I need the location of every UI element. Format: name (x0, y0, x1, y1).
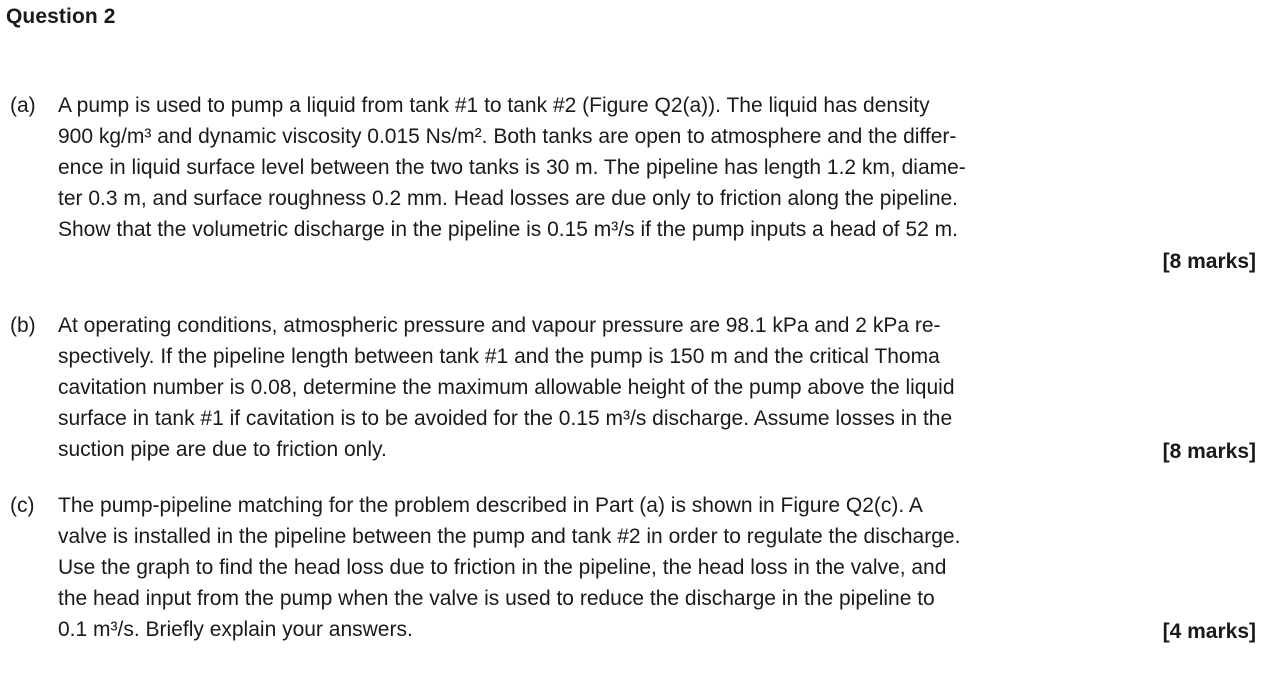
part-c-line-5: 0.1 m³/s. Briefly explain your answers. (58, 618, 413, 641)
question-heading: Question 2 (6, 5, 116, 28)
part-b-line-5: suction pipe are due to friction only. (58, 438, 387, 461)
part-b-line-4: surface in tank #1 if cavitation is to be avoided for the 0.15 m³/s discharge. Assume losses in the (58, 407, 953, 430)
part-c-line-2: valve is installed in the pipeline between the pump and tank #2 in order to regulate the discharge. (58, 525, 961, 548)
part-a-marks: [8 marks] (1162, 250, 1256, 273)
part-b-line-2: spectively. If the pipeline length between tank #1 and the pump is 150 m and the critical Thoma (58, 345, 940, 368)
part-a-label: (a) (10, 94, 36, 117)
part-c-line-1: The pump-pipeline matching for the problem described in Part (a) is shown in Figure Q2(c). A (58, 494, 923, 517)
part-c-line-4: the head input from the pump when the valve is used to reduce the discharge in the pipeline to (58, 587, 935, 610)
part-c-line-3: Use the graph to find the head loss due to friction in the pipeline, the head loss in the valve, and (58, 556, 947, 579)
part-a-line-3: ence in liquid surface level between the two tanks is 30 m. The pipeline has length 1.2 km, diame- (58, 156, 966, 179)
part-b-line-1: At operating conditions, atmospheric pressure and vapour pressure are 98.1 kPa and 2 kPa re- (58, 314, 941, 337)
part-b-label: (b) (10, 314, 36, 337)
part-b-line-3: cavitation number is 0.08, determine the maximum allowable height of the pump above the liquid (58, 376, 955, 399)
part-b-marks: [8 marks] (1162, 440, 1256, 463)
part-c-label: (c) (10, 494, 35, 517)
part-a-line-2: 900 kg/m³ and dynamic viscosity 0.015 Ns/m². Both tanks are open to atmosphere and the differ- (58, 125, 957, 148)
part-a-line-5: Show that the volumetric discharge in the pipeline is 0.15 m³/s if the pump inputs a head of 52 m. (58, 218, 958, 241)
part-a-line-4: ter 0.3 m, and surface roughness 0.2 mm. Head losses are due only to friction along the pipeline. (58, 187, 959, 210)
part-a-line-1: A pump is used to pump a liquid from tank #1 to tank #2 (Figure Q2(a)). The liquid has density (58, 94, 930, 117)
part-c-marks: [4 marks] (1162, 620, 1256, 643)
